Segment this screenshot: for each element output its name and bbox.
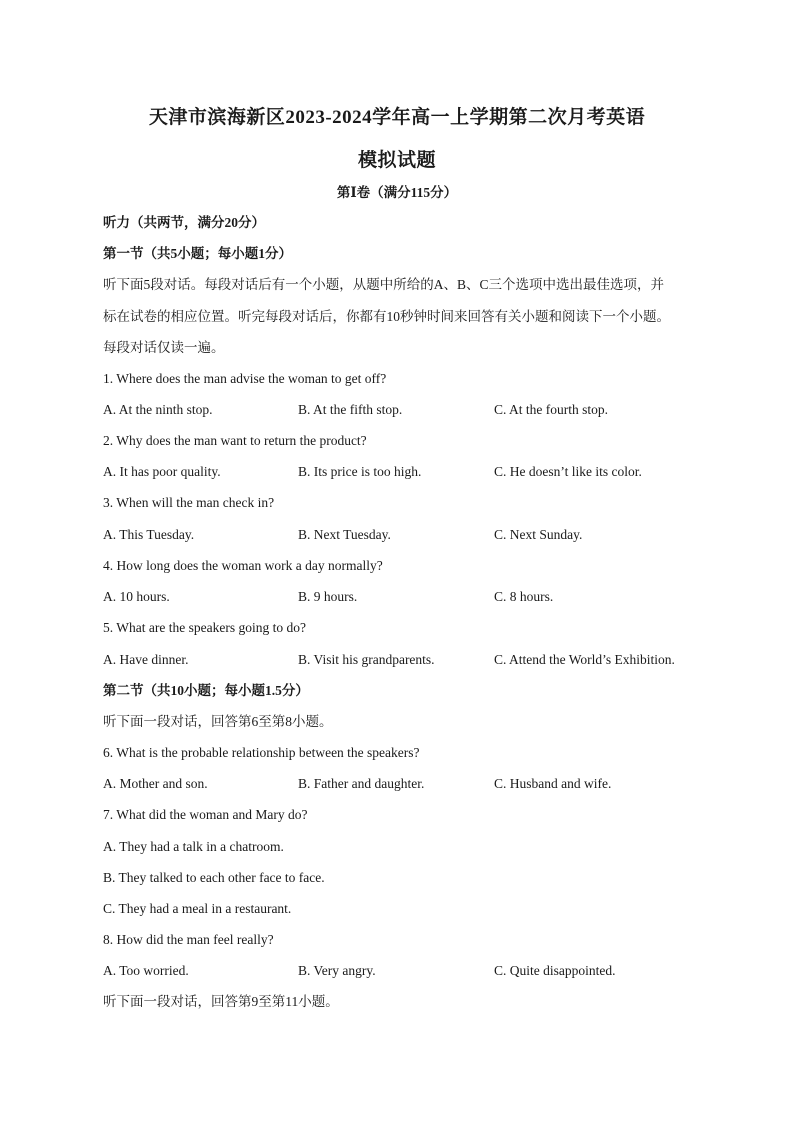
question-3-option-b: B. Next Tuesday.	[298, 527, 391, 542]
question-2-option-a: A. It has poor quality.	[103, 464, 221, 479]
question-2: 2. Why does the man want to return the product?	[103, 433, 367, 448]
question-4: 4. How long does the woman work a day normally?	[103, 558, 383, 573]
exam-title-line1: 天津市滨海新区2023-2024学年高一上学期第二次月考英语	[148, 107, 646, 128]
section1-instructions-line1: 听下面5段对话。每段对话后有一个小题，从题中所给的A、B、C三个选项中选出最佳选项，并	[103, 277, 665, 292]
question-4-option-c: C. 8 hours.	[494, 589, 554, 604]
question-4-option-a: A. 10 hours.	[103, 589, 170, 604]
question-8-option-b: B. Very angry.	[298, 963, 376, 978]
section1-instructions-line3: 每段对话仅读一遍。	[103, 340, 225, 355]
question-3-option-a: A. This Tuesday.	[103, 527, 195, 542]
question-7: 7. What did the woman and Mary do?	[103, 807, 308, 822]
question-7-option-a: A. They had a talk in a chatroom.	[103, 839, 284, 854]
question-5-option-b: B. Visit his grandparents.	[298, 652, 435, 667]
question-2-option-b: B. Its price is too high.	[298, 464, 422, 479]
section2-heading: 第二节（共10小题；每小题1.5分）	[103, 683, 309, 698]
question-6: 6. What is the probable relationship between the speakers?	[103, 745, 420, 760]
question-2-option-c: C. He doesn’t like its color.	[494, 464, 642, 479]
question-3: 3. When will the man check in?	[103, 495, 275, 510]
question-5: 5. What are the speakers going to do?	[103, 620, 306, 635]
question-8-option-c: C. Quite disappointed.	[494, 963, 616, 978]
question-6-option-b: B. Father and daughter.	[298, 776, 425, 791]
question-5-option-a: A. Have dinner.	[103, 652, 189, 667]
question-8-option-a: A. Too worried.	[103, 963, 189, 978]
section1-heading: 第一节（共5小题；每小题1分）	[103, 246, 292, 261]
question-4-option-b: B. 9 hours.	[298, 589, 358, 604]
question-3-option-c: C. Next Sunday.	[494, 527, 583, 542]
question-7-option-b: B. They talked to each other face to face.	[103, 870, 325, 885]
question-6-option-a: A. Mother and son.	[103, 776, 208, 791]
volume-heading: 第Ⅰ卷（满分115分）	[336, 185, 458, 200]
section2-instruction-9-11: 听下面一段对话，回答第9至第11小题。	[103, 994, 339, 1009]
section1-instructions-line2: 标在试卷的相应位置。听完每段对话后，你都有10秒钟时间来回答有关小题和阅读下一个小题。	[103, 309, 670, 324]
question-1: 1. Where does the man advise the woman to get off?	[103, 371, 387, 386]
question-1-option-b: B. At the fifth stop.	[298, 402, 403, 417]
exam-title-line2: 模拟试题	[357, 150, 436, 171]
question-5-option-c: C. Attend the World’s Exhibition.	[494, 652, 675, 667]
section2-instruction-6-8: 听下面一段对话，回答第6至第8小题。	[103, 714, 333, 729]
question-6-option-c: C. Husband and wife.	[494, 776, 612, 791]
question-7-option-c: C. They had a meal in a restaurant.	[103, 901, 292, 916]
listening-heading: 听力（共两节，满分20分）	[103, 215, 265, 230]
question-1-option-c: C. At the fourth stop.	[494, 402, 608, 417]
question-1-option-a: A. At the ninth stop.	[103, 402, 213, 417]
question-8: 8. How did the man feel really?	[103, 932, 274, 947]
